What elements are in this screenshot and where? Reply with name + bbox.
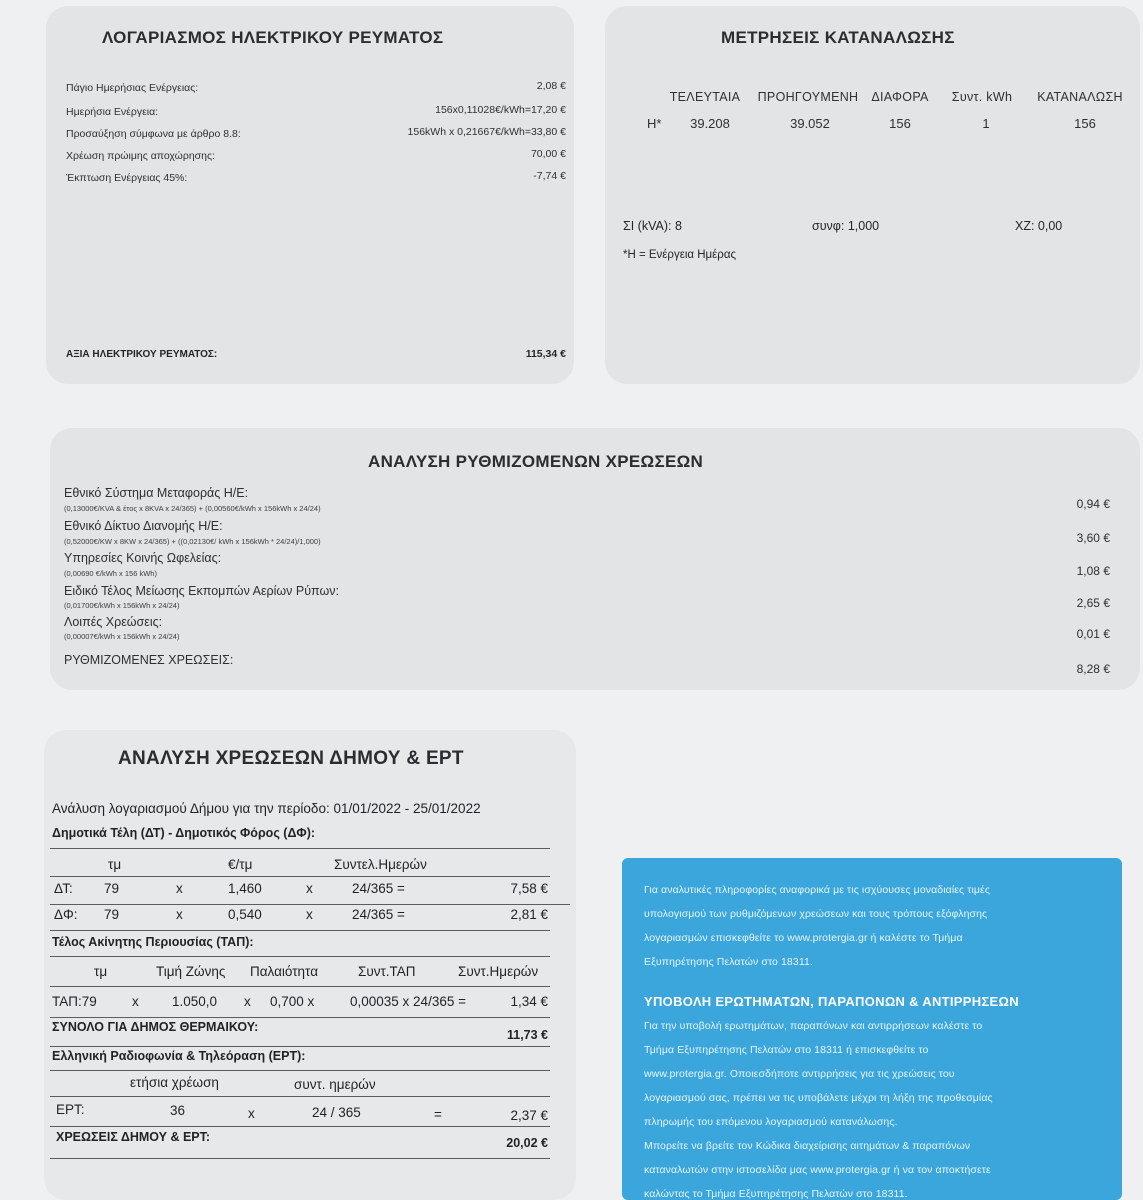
info-line: Τμήμα Εξυπηρέτησης Πελατών στο 18311 ή επισκεφθείτε το	[644, 1044, 929, 1056]
regulated-total-label: ΡΥΘΜΙΖΟΜΕΝΕΣ ΧΡΕΩΣΕΙΣ:	[64, 653, 234, 667]
regulated-row-label: Εθνικό Δίκτυο Διανομής Η/Ε:	[64, 519, 223, 533]
ert-row-code: ΕΡΤ:	[56, 1102, 85, 1117]
account-total-value: 115,34 €	[525, 348, 566, 360]
regulated-row-value: 3,60 €	[1076, 531, 1110, 545]
regulated-row-formula: (0,00007€/kWh x 156kWh x 24/24)	[64, 632, 180, 641]
ert-row-amount: 36	[170, 1103, 186, 1118]
table-rule	[50, 904, 570, 905]
ert-heading: Ελληνική Ραδιοφωνία & Τηλεόραση (ΕΡΤ):	[52, 1049, 306, 1063]
table-rule	[50, 956, 550, 957]
meter-code: Η*	[647, 116, 662, 131]
ert-row-eq: =	[434, 1107, 442, 1122]
meter-header: Συντ. kWh	[951, 90, 1013, 104]
dt-row-tm: 79	[104, 881, 120, 896]
tap-row-zone: 1.050,0	[172, 994, 218, 1009]
meter-value: 156	[1074, 116, 1096, 131]
account-row-label: Ημερήσια Ενέργεια:	[66, 106, 159, 118]
tap-header: Παλαιότητα	[250, 964, 319, 979]
dt-header: τμ	[108, 857, 122, 872]
regulated-row-value: 0,01 €	[1076, 627, 1110, 641]
account-row-label: Προσαύξηση σύμφωνα με άρθρο 8.8:	[66, 128, 241, 140]
tap-row-x: x	[132, 994, 139, 1009]
account-total-label: ΑΞΙΑ ΗΛΕΚΤΡΙΚΟΥ ΡΕΥΜΑΤΟΣ:	[66, 349, 218, 360]
table-rule	[50, 1096, 550, 1097]
meter-header: ΚΑΤΑΝΑΛΩΣΗ	[1037, 90, 1123, 104]
regulated-row-value: 2,65 €	[1076, 596, 1110, 610]
info-line: υπολογισμού των ρυθμιζόμενων χρεώσεων και τους τρόπους εξόφλησης	[644, 908, 988, 920]
dt-row-value: 7,58 €	[510, 881, 548, 896]
ert-header: ετήσια χρέωση	[130, 1075, 219, 1090]
info-line: καταναλωτών στην ιστοσελίδα μας www.protergia.gr ή να τον αποκτήσετε	[644, 1164, 991, 1176]
customer-info-box	[622, 858, 1122, 1200]
tap-header: Συντ.ΤΑΠ	[358, 964, 416, 979]
tap-row-age: 0,700 x	[270, 994, 315, 1009]
ert-row-days: 24 / 365	[312, 1105, 361, 1120]
info-line: Μπορείτε να βρείτε τον Κώδικα διαχείρισης αιτημάτων & παραπόνων	[644, 1140, 971, 1152]
account-row-value: 2,08 €	[536, 80, 566, 92]
municipal-total-value: 20,02 €	[506, 1136, 548, 1150]
meter-value: 1	[982, 116, 990, 131]
account-row-calc: 156kWh x 0,21667€/kWh=33,80 €	[407, 126, 566, 138]
ert-row-value: 2,37 €	[510, 1108, 548, 1123]
tap-row-coef: 0,00035 x 24/365 =	[350, 994, 466, 1009]
table-rule	[50, 1070, 550, 1071]
regulated-title: ΑΝΑΛΥΣΗ ΡΥΘΜΙΖΟΜΕΝΩΝ ΧΡΕΩΣΕΩΝ	[368, 452, 704, 471]
dt-row-code: ΔΤ:	[54, 881, 73, 896]
info-line: Εξυπηρέτησης Πελατών στο 18311.	[644, 956, 813, 968]
tap-row-x: x	[244, 994, 251, 1009]
info-heading: ΥΠΟΒΟΛΗ ΕΡΩΤΗΜΑΤΩΝ, ΠΑΡΑΠΟΝΩΝ & ΑΝΤΙΡΡΗΣΕΩΝ	[644, 994, 1019, 1009]
info-line: Για αναλυτικές πληροφορίες αναφορικά με τις ισχύουσες μοναδιαίες τιμές	[644, 884, 990, 896]
meter-header: ΔΙΑΦΟΡΑ	[871, 90, 929, 104]
account-row-value: 70,00 €	[530, 148, 566, 160]
table-rule	[50, 930, 550, 931]
meter-header: ΠΡΟΗΓΟΥΜΕΝΗ	[757, 90, 859, 104]
info-line: λογαριασμού σας, πρέπει να τις υποβάλετε μέχρι τη λήξη της προθεσμίας	[644, 1092, 993, 1104]
info-line: καλώντας το Τμήμα Εξυπηρέτησης Πελατών στο 18311.	[644, 1188, 908, 1200]
regulated-row-formula: (0,00690 €/kWh x 156 kWh)	[64, 569, 157, 578]
dt-header: €/τμ	[228, 857, 253, 872]
account-row-label: Χρέωση πρώιμης αποχώρησης:	[66, 150, 215, 162]
meter-note: *Η = Ενέργεια Ημέρας	[623, 249, 737, 261]
dt-row-value: 2,81 €	[510, 907, 548, 922]
meter-title: ΜΕΤΡΗΣΕΙΣ ΚΑΤΑΝΑΛΩΣΗΣ	[721, 28, 955, 47]
tap-row-code: ΤΑΠ:79	[52, 994, 97, 1009]
dt-row-x: x	[306, 907, 313, 922]
meter-header: ΤΕΛΕΥΤΑΙΑ	[669, 90, 741, 104]
info-line: πληρωμής του επόμενου λογαριασμού κατανάλωσης.	[644, 1116, 898, 1128]
ert-header: συντ. ημερών	[294, 1077, 376, 1092]
meter-xz: ΧΖ: 0,00	[1015, 219, 1063, 233]
electricity-account-panel	[46, 6, 574, 384]
ert-row-x: x	[248, 1106, 255, 1121]
table-rule	[50, 1126, 550, 1127]
table-rule	[50, 1158, 550, 1159]
account-title: ΛΟΓΑΡΙΑΣΜΟΣ ΗΛΕΚΤΡΙΚΟΥ ΡΕΥΜΑΤΟΣ	[102, 28, 444, 47]
dt-row-code: ΔΦ:	[54, 907, 78, 922]
municipal-period: Ανάλυση λογαριασμού Δήμου για την περίοδο: 01/01/2022 - 25/01/2022	[52, 801, 481, 816]
dt-row-days: 24/365 =	[352, 881, 405, 896]
dt-header: Συντελ.Ημερών	[334, 857, 427, 872]
info-line: www.protergia.gr. Οποιεσδήποτε αντιρρήσεις για τις χρεώσεις του	[644, 1068, 955, 1080]
meter-value: 39.208	[690, 116, 730, 131]
dt-row-tm: 79	[104, 907, 120, 922]
tap-header: Συντ.Ημερών	[458, 964, 539, 979]
municipal-total-label: ΧΡΕΩΣΕΙΣ ΔΗΜΟΥ & ΕΡΤ:	[56, 1130, 211, 1144]
account-row-label: Έκπτωση Ενέργειας 45%:	[66, 172, 188, 184]
tap-header: τμ	[94, 964, 108, 979]
total-dimos-value: 11,73 €	[506, 1028, 548, 1042]
regulated-row-label: Υπηρεσίες Κοινής Ωφελείας:	[64, 551, 222, 565]
regulated-row-label: Εθνικό Σύστημα Μεταφοράς Η/Ε:	[64, 486, 249, 500]
meter-synf: συνφ: 1,000	[812, 219, 880, 233]
regulated-total-value: 8,28 €	[1076, 662, 1110, 676]
info-line: λογαριασμών επισκεφθείτε το www.protergia.gr ή καλέστε το Τμήμα	[644, 932, 963, 944]
table-rule	[50, 986, 550, 987]
table-rule	[50, 1046, 550, 1047]
table-rule	[50, 848, 550, 849]
dt-row-rate: 1,460	[228, 881, 262, 896]
account-row-value: -7,74 €	[533, 170, 566, 182]
dt-row-x: x	[306, 881, 313, 896]
regulated-row-value: 0,94 €	[1076, 497, 1110, 511]
regulated-row-formula: (0,13000€/KVA & έτος x 8KVA x 24/365) + (0,00560€/kWh x 156kWh x 24/24)	[64, 504, 321, 513]
table-rule	[50, 1017, 550, 1018]
meter-value: 39.052	[790, 116, 830, 131]
regulated-row-formula: (0,01700€/kWh x 156kWh x 24/24)	[64, 601, 180, 610]
regulated-row-label: Λοιπές Χρεώσεις:	[64, 615, 163, 629]
tap-header: Τιμή Ζώνης	[156, 964, 226, 979]
dt-row-rate: 0,540	[228, 907, 262, 922]
dt-row-x: x	[176, 907, 183, 922]
regulated-charges-panel	[50, 428, 1140, 690]
meter-si: ΣΙ (kVA): 8	[623, 219, 682, 233]
municipal-title: ΑΝΑΛΥΣΗ ΧΡΕΩΣΕΩΝ ΔΗΜΟΥ & ΕΡΤ	[118, 748, 464, 769]
municipal-ert-panel	[44, 730, 576, 1200]
account-row-label: Πάγιο Ημερήσιας Ενέργειας:	[66, 82, 199, 94]
account-row-calc: 156x0,11028€/kWh=17,20 €	[435, 104, 566, 116]
meter-readings-panel	[605, 6, 1140, 384]
dt-row-days: 24/365 =	[352, 907, 405, 922]
total-dimos-label: ΣΥΝΟΛΟ ΓΙΑ ΔΗΜΟΣ ΘΕΡΜΑΙΚΟΥ:	[52, 1020, 259, 1034]
meter-value: 156	[889, 116, 911, 131]
dt-row-x: x	[176, 881, 183, 896]
tap-heading: Τέλος Ακίνητης Περιουσίας (ΤΑΠ):	[52, 935, 254, 949]
tap-row-value: 1,34 €	[510, 994, 548, 1009]
regulated-row-formula: (0,52000€/KW x 8KW x 24/365) + ((0,02130€/ kWh x 156kWh * 24/24)/1,000)	[64, 537, 321, 546]
dt-heading: Δημοτικά Τέλη (ΔΤ) - Δημοτικός Φόρος (ΔΦ):	[52, 826, 316, 840]
regulated-row-value: 1,08 €	[1076, 564, 1110, 578]
regulated-row-label: Ειδικό Τέλος Μείωσης Εκπομπών Αερίων Ρύπων:	[64, 584, 339, 598]
info-line: Για την υποβολή ερωτημάτων, παραπόνων και αντιρρήσεων καλέστε το	[644, 1020, 983, 1032]
table-rule	[50, 876, 550, 877]
